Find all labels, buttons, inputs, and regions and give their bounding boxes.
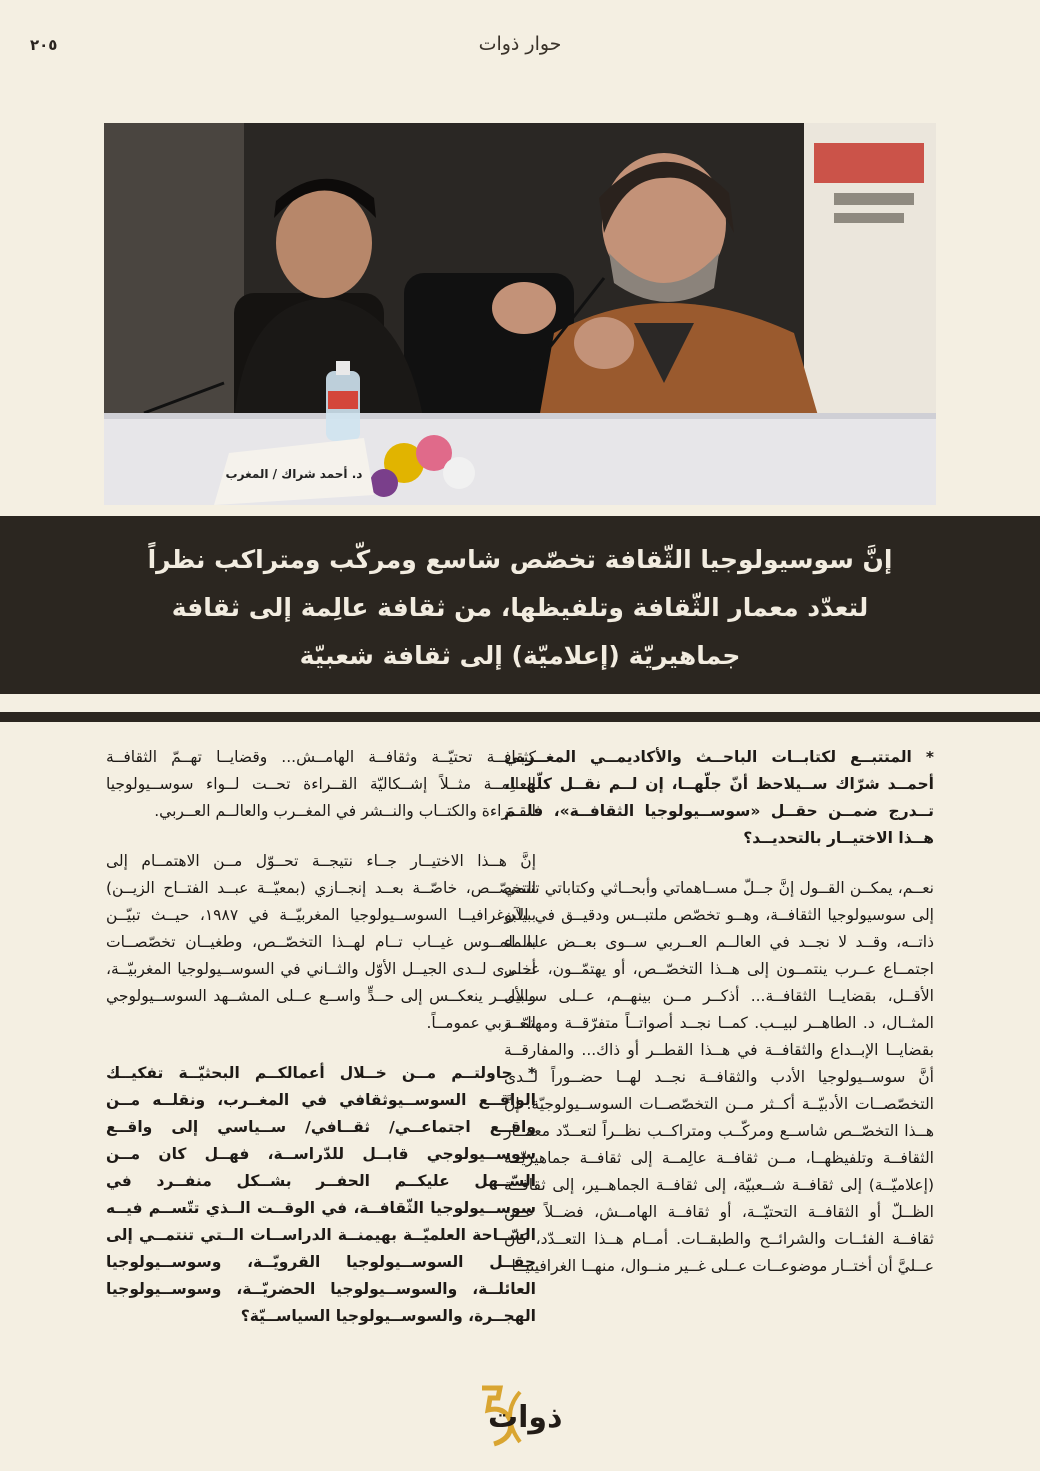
question-1: * المتتبــع لكتابــات الباحــث والأكاديمــي المغــربي أحمــد شرّاك ســيلاحظ أنّ جلّهــا، إن لــم نقــل كلّهــا، تــدرج ضمــن حقــل «سوســيولوجيا الثقافــة»، فلــمَ هــذا الاختيــار بالتحديــد؟ xyxy=(504,748,934,847)
answer-1-paragraph-2: إنَّ هــذا الاختيــار جــاء نتيجــة تحــوّل مــن الاهتمــام إلى التخصّــص، خاصّــة بعــد إنجــازي (بمعيّــة عبــد الفتــاح الزيــن) ببيلبوغرافيــا السوســيولوجيا المغربيّــة في ١٩٨٧، حيــث تبيّــن بالملمــوس غيــاب تــام لهــذا التخصّــص، وطغيــان تخصّصــات أخــرى لــدى الجيــل الأوّل والثــاني في السوســيولوجيا المغربيّــة، والأمــر ينعكــس إلى حــدٍّ واســع عــلى المشــهد السوســيولوجي العــربي عمومــاً. xyxy=(106,852,537,1032)
question-2: * حاولتــم مــن خــلال أعمالكــم البحثيّــة تفكيــك الواقــع السوســيوثقافي في المغــرب، ونقلــه مــن واقــع اجتماعــي/ ثقــافي/ ســياسي إلى واقــع سوســيولوجي قابــل للدّراســة، فهــل كان مــن السّــهل عليكــم الحفــر بشــكل منفــرد في سوســيولوجيا الثّقافــة، في الوقــت الــذي تتّســم فيــه السّــاحة العلميّــة بهيمنــة الدراســات الــتي تنتمــي إلى حقــل السوســيولوجيا القرويّــة، وسوســيولوجيا العائلــة، والسوســيولوجيا الحضريّــة، وسوســيولوجيا الهجــرة، والسوســيولوجيا السياســيّة؟ xyxy=(106,1064,536,1325)
answer-1: نعــم، يمكــن القــول إنَّ جــلّ مســاهماتي وأبحــاثي وكتاباتي تنتمي إلى سوسيولوجيا الثقافــة، وهــو تخصّص ملتبــس ودقيــق في الآن ذاتــه، وقــد لا نجــد في العالــم العــربي ســوى بعــض علمــاء اجتمــاع عــرب ينتمــون إلى هــذا التخصّــص، أو يهتمّــون، عــلى الأقــل، بقضايــا الثقافــة... أذكــر مــن بينهــم، عــلى ســبيل المثــال، د. الطاهــر لبيــب. كمــا نجــد أصواتــاً متفرّقــة ومهتمّــة بقضايــا الإبــداع والثقافــة في هــذا القطــر أو ذاك... والمفارقــة أنَّ سوســيولوجيا الأدب والثقافــة نجــد لهــا حضــوراً لــدى التخصّصــات الأدبيّــة أكــثر مــن التخصّصــات السوســيولوجيّة. إنَّ هــذا التخصّــص شاســع ومركّــب ومتراكــب نظــراً لتعــدّد معمــار الثقافــة وتلفيظهــا، مــن ثقافــة عالِمــة إلى ثقافــة جماهيريّــة (إعلاميّــة) إلى ثقافــة شــعبيّة، إلى ثقافــة الجماهــير، إلى ثقافــة الظــلّ أو الثقافــة التحتيّــة، أو ثقافــة الهامــش، فضــلاً عــن ثقافــة الفئــات والشرائــح والطبقــات. أمــام هــذا التعــدّد، كان عــليَّ أن أختــار موضوعــات عــلى غــير منــوال، منهــا الغرافيتيــا xyxy=(504,879,934,1275)
logo-wordmark: ذوات xyxy=(488,1400,563,1435)
answer-1-continued: كثقافــة تحتيّــة وثقافــة الهامــش... وقضايــا تهــمّ الثقافــة العالِمــة مثــلاً إشــكاليّة القــراءة تحــت لــواء سوســيولوجيا القــراءة والكتــاب والنــشر في المغــرب والعالــم العــربي. xyxy=(106,748,536,820)
interview-photo xyxy=(104,123,936,505)
running-header-title: حوار ذوات xyxy=(478,33,562,55)
nameplate-text: د. أحمد شراك / المغرب xyxy=(225,467,363,481)
page-number: ٢٠٥ xyxy=(30,36,58,54)
magazine-logo xyxy=(470,1380,580,1450)
pull-quote-band xyxy=(0,516,1040,694)
divider-band xyxy=(0,712,1040,722)
pull-quote-text: إنَّ سوسيولوجيا الثّقافة تخصّص شاسع ومركّب ومتراكب نظراً لتعدّد معمار الثّقافة وتلفيظها، من ثقافة عالِمة إلى ثقافة جماهيريّة (إعلاميّة) إلى ثقافة شعبيّة xyxy=(147,545,893,670)
article-column-right xyxy=(504,744,934,1303)
photo-illustration xyxy=(104,123,936,505)
article-column-left xyxy=(106,744,536,1353)
